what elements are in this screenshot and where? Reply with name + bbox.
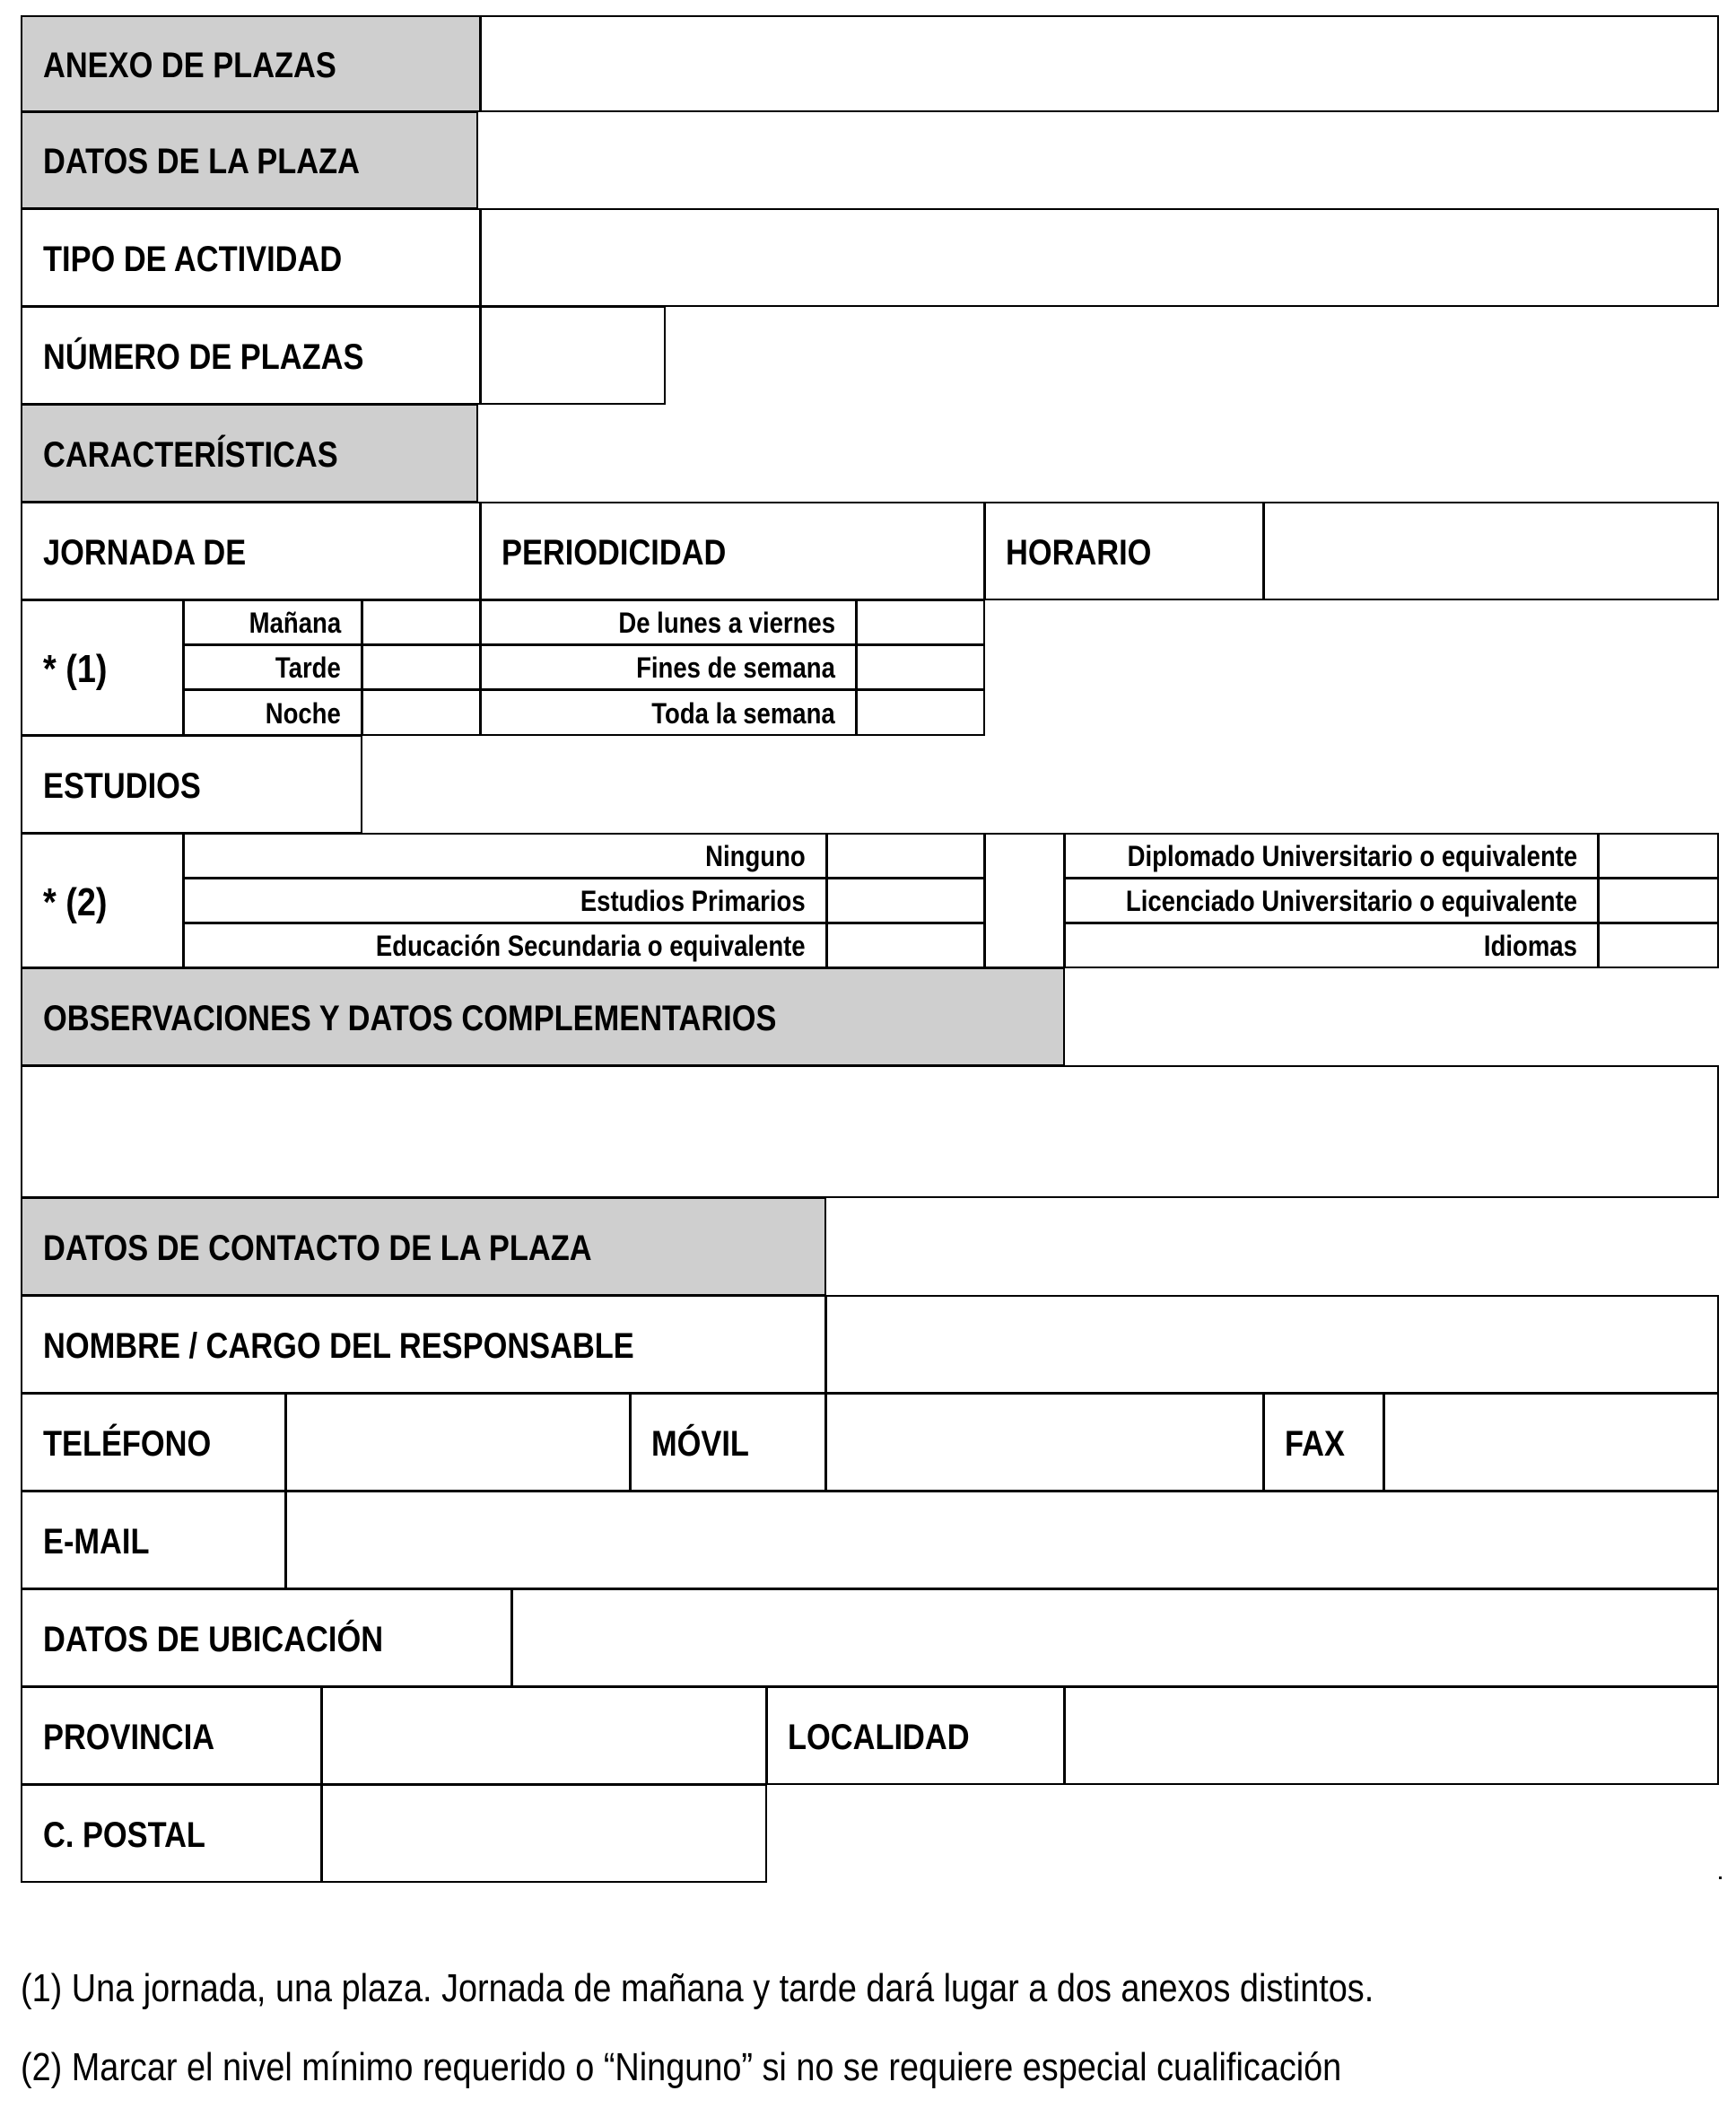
estudios-option-idiomas (1064, 923, 1599, 968)
responsable-label-cell (21, 1295, 826, 1394)
estudios-checkbox-diplomado[interactable] (1598, 833, 1719, 879)
provincia-label-cell (21, 1686, 322, 1785)
jornada-de-label-cell (21, 502, 481, 600)
footnote-1: (1) Una jornada, una plaza. Jornada de mañana y tarde dará lugar a dos anexos distintos. (21, 1966, 1374, 2010)
telefono-label-cell (21, 1393, 286, 1492)
email-label: E-MAIL (43, 1522, 150, 1562)
responsable-field[interactable] (825, 1295, 1719, 1394)
estudios-option-primarios (183, 878, 827, 923)
observaciones-label: OBSERVACIONES Y DATOS COMPLEMENTARIOS (43, 999, 777, 1038)
estudios-checkbox-licenciado[interactable] (1598, 878, 1719, 923)
periodicidad-option-label: Toda la semana (651, 697, 835, 730)
email-field[interactable] (285, 1491, 1719, 1589)
provincia-label: PROVINCIA (43, 1718, 215, 1757)
postal-field[interactable] (321, 1784, 767, 1883)
horario-field[interactable] (1263, 502, 1719, 600)
estudios-option-label: Educación Secundaria o equivalente (376, 930, 806, 962)
estudios-option-secundaria (183, 923, 827, 968)
estudios-label: ESTUDIOS (43, 766, 201, 806)
telefono-field[interactable] (285, 1393, 631, 1492)
jornada-option-tarde (183, 644, 362, 690)
periodicidad-option-label: Fines de semana (636, 652, 835, 684)
jornada-option-manana (183, 599, 362, 645)
estudios-spacer-cell (984, 833, 1065, 968)
jornada-checkbox-manana[interactable] (362, 599, 481, 645)
estudios-option-label: Estudios Primarios (580, 885, 806, 917)
observaciones-label-cell (21, 967, 1065, 1066)
provincia-field[interactable] (321, 1686, 767, 1785)
periodicidad-option-label: De lunes a viernes (618, 607, 835, 639)
periodicidad-label-cell (480, 502, 985, 600)
ubicacion-field[interactable] (511, 1588, 1719, 1687)
contacto-label: DATOS DE CONTACTO DE LA PLAZA (43, 1229, 592, 1268)
jornada-checkbox-noche[interactable] (362, 689, 481, 736)
ref2-cell (21, 833, 184, 968)
periodicidad-option-lunes-viernes (480, 599, 857, 645)
anexo-plazas-label-cell (21, 15, 481, 112)
jornada-option-label: Noche (265, 697, 341, 730)
periodicidad-checkbox-fines-semana[interactable] (856, 644, 985, 690)
horario-label-cell (984, 502, 1264, 600)
ref2-label: * (2) (43, 880, 108, 924)
fax-field[interactable] (1383, 1393, 1719, 1492)
caracteristicas-label: CARACTERÍSTICAS (43, 435, 338, 475)
estudios-option-diplomado (1064, 833, 1599, 879)
responsable-label: NOMBRE / CARGO DEL RESPONSABLE (43, 1326, 634, 1366)
tipo-actividad-field[interactable] (480, 208, 1719, 307)
postal-label: C. POSTAL (43, 1815, 205, 1855)
ubicacion-label-cell (21, 1588, 512, 1687)
horario-label: HORARIO (1006, 533, 1152, 573)
tipo-actividad-label: TIPO DE ACTIVIDAD (43, 240, 343, 279)
tipo-actividad-label-cell (21, 208, 481, 307)
footnote-2: (2) Marcar el nivel mínimo requerido o “Ninguno” si no se requiere especial cualificación (21, 2045, 1342, 2089)
estudios-checkbox-ninguno[interactable] (826, 833, 985, 879)
estudios-option-licenciado (1064, 878, 1599, 923)
stray-dot (1719, 1876, 1722, 1879)
anexo-plazas-label: ANEXO DE PLAZAS (43, 46, 336, 85)
numero-plazas-label: NÚMERO DE PLAZAS (43, 337, 364, 377)
jornada-option-label: Mañana (249, 607, 341, 639)
jornada-option-noche (183, 689, 362, 736)
estudios-option-label: Diplomado Universitario o equivalente (1127, 840, 1577, 872)
periodicidad-checkbox-toda-semana[interactable] (856, 689, 985, 736)
movil-field[interactable] (825, 1393, 1264, 1492)
ref1-label: * (1) (43, 647, 108, 691)
numero-plazas-field[interactable] (480, 306, 666, 405)
fax-label: FAX (1285, 1424, 1345, 1464)
periodicidad-label: PERIODICIDAD (502, 533, 727, 573)
postal-label-cell (21, 1784, 322, 1883)
estudios-checkbox-secundaria[interactable] (826, 923, 985, 968)
jornada-checkbox-tarde[interactable] (362, 644, 481, 690)
caracteristicas-label-cell (21, 404, 478, 503)
localidad-label: LOCALIDAD (788, 1718, 970, 1757)
numero-plazas-label-cell (21, 306, 481, 405)
estudios-label-cell (21, 735, 362, 834)
ref1-cell (21, 599, 184, 736)
jornada-option-label: Tarde (275, 652, 341, 684)
periodicidad-option-fines-semana (480, 644, 857, 690)
estudios-option-label: Idiomas (1484, 930, 1577, 962)
jornada-de-label: JORNADA DE (43, 533, 247, 573)
contacto-label-cell (21, 1197, 826, 1296)
periodicidad-checkbox-lunes-viernes[interactable] (856, 599, 985, 645)
anexo-plazas-field[interactable] (480, 15, 1719, 112)
estudios-option-ninguno (183, 833, 827, 879)
estudios-option-label: Licenciado Universitario o equivalente (1125, 885, 1577, 917)
datos-plaza-label: DATOS DE LA PLAZA (43, 142, 360, 181)
ubicacion-label: DATOS DE UBICACIÓN (43, 1620, 384, 1659)
movil-label-cell (630, 1393, 826, 1492)
movil-label: MÓVIL (651, 1424, 749, 1464)
estudios-option-label: Ninguno (705, 840, 806, 872)
telefono-label: TELÉFONO (43, 1424, 212, 1464)
observaciones-field[interactable] (21, 1065, 1719, 1198)
estudios-checkbox-idiomas[interactable] (1598, 923, 1719, 968)
periodicidad-option-toda-semana (480, 689, 857, 736)
datos-plaza-label-cell (21, 111, 478, 209)
email-label-cell (21, 1491, 286, 1589)
estudios-checkbox-primarios[interactable] (826, 878, 985, 923)
fax-label-cell (1263, 1393, 1384, 1492)
localidad-label-cell (766, 1686, 1065, 1785)
localidad-field[interactable] (1064, 1686, 1719, 1785)
